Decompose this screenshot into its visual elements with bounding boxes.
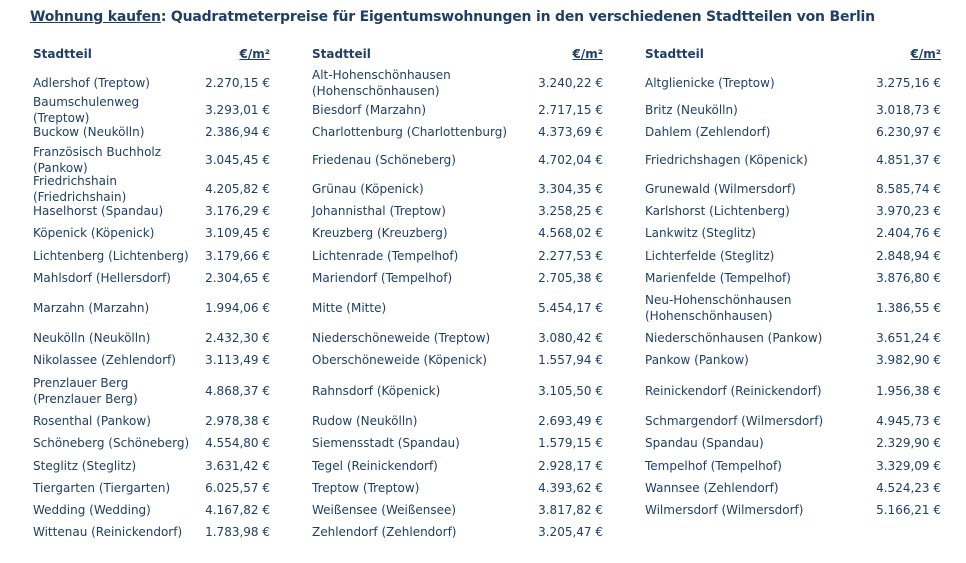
table-row (33, 349, 270, 371)
table-row (312, 121, 603, 143)
price-value: 3.179,66 € (205, 248, 270, 263)
price-value: 1.557,94 € (538, 353, 603, 367)
table-row (645, 68, 941, 98)
price-value: 3.304,35 € (538, 181, 603, 196)
district-name: Lichterfelde (Steglitz) (645, 248, 775, 263)
price-value: 2.717,15 € (538, 102, 603, 117)
district-name: Baumschulenweg (Treptow) (33, 94, 140, 125)
price-value: 3.205,47 € (538, 525, 603, 539)
table-row (312, 177, 603, 200)
district-name: Nikolassee (Zehlendorf) (33, 353, 176, 367)
district-name: Biesdorf (Marzahn) (312, 102, 426, 117)
district-name: Buckow (Neukölln) (33, 125, 145, 139)
header-district: Stadtteil (645, 47, 704, 61)
district-name: Reinickendorf (Reinickendorf) (645, 383, 822, 398)
price-value: 2.304,65 € (205, 271, 270, 285)
district-name: Adlershof (Treptow) (33, 76, 150, 90)
district-name: Marienfelde (Tempelhof) (645, 271, 791, 285)
district-name: Friedrichshagen (Köpenick) (645, 153, 808, 167)
table-row (312, 289, 603, 327)
table-row (33, 521, 270, 543)
district-name: Zehlendorf (Zehlendorf) (312, 525, 457, 539)
district-name: Französisch Buchholz (Pankow) (33, 145, 162, 175)
price-value: 3.631,42 € (205, 458, 270, 473)
district-name: Johannisthal (Treptow) (312, 204, 446, 218)
price-value: 4.945,73 € (876, 414, 941, 428)
district-name: Prenzlauer Berg (Prenzlauer Berg) (33, 375, 138, 406)
price-value: 3.293,01 € (205, 102, 270, 117)
price-value: 2.329,90 € (876, 436, 941, 450)
price-value: 2.386,94 € (205, 125, 270, 139)
price-value: 1.956,38 € (876, 383, 941, 398)
district-name: Wannsee (Zehlendorf) (645, 481, 779, 495)
table-row (312, 222, 603, 244)
district-name: Lichtenrade (Tempelhof) (312, 248, 459, 263)
table-row (33, 499, 270, 521)
price-value: 4.554,80 € (205, 436, 270, 450)
price-value: 2.432,30 € (205, 331, 270, 345)
table-row (645, 98, 941, 121)
district-name: Wedding (Wedding) (33, 503, 151, 517)
district-name: Grünau (Köpenick) (312, 181, 424, 196)
district-name: Neukölln (Neukölln) (33, 331, 151, 345)
table-row (645, 349, 941, 371)
price-value: 2.705,38 € (538, 271, 603, 285)
table-header (645, 40, 941, 68)
district-name: Spandau (Spandau) (645, 436, 764, 450)
price-table-column-2 (312, 40, 603, 543)
district-name: Alt-Hohenschönhausen (Hohenschönhausen) (312, 68, 451, 98)
table-row (645, 371, 941, 410)
table-row (312, 267, 603, 289)
price-value: 3.970,23 € (876, 204, 941, 218)
district-name: Treptow (Treptow) (312, 481, 420, 495)
district-name: Wilmersdorf (Wilmersdorf) (645, 503, 804, 517)
price-table-column-1 (33, 40, 270, 543)
district-name: Tempelhof (Tempelhof) (645, 458, 782, 473)
price-value: 4.851,37 € (876, 153, 941, 167)
table-header (312, 40, 603, 68)
price-value: 1.579,15 € (538, 436, 603, 450)
table-row (645, 267, 941, 289)
header-unit: €/m² (572, 47, 603, 61)
price-value: 5.454,17 € (538, 301, 603, 315)
district-name: Karlshorst (Lichtenberg) (645, 204, 790, 218)
table-row (645, 477, 941, 499)
district-name: Lichtenberg (Lichtenberg) (33, 248, 189, 263)
district-name: Tegel (Reinickendorf) (312, 458, 438, 473)
table-row (33, 173, 270, 204)
price-value: 2.277,53 € (538, 248, 603, 263)
price-value: 3.113,49 € (205, 353, 270, 367)
district-name: Mariendorf (Tempelhof) (312, 271, 453, 285)
district-name: Dahlem (Zehlendorf) (645, 125, 771, 139)
table-row (645, 454, 941, 477)
title-text: : Quadratmeterpreise für Eigentumswohnungen in den verschiedenen Stadtteilen von Berlin (160, 9, 875, 25)
price-value: 3.275,16 € (876, 76, 941, 90)
price-value: 4.524,23 € (876, 481, 941, 495)
table-row (33, 200, 270, 222)
table-row (33, 94, 270, 125)
page-title (30, 9, 875, 25)
district-name: Wittenau (Reinickendorf) (33, 525, 183, 539)
price-value: 8.585,74 € (876, 181, 941, 196)
table-header (33, 40, 270, 68)
district-name: Marzahn (Marzahn) (33, 301, 150, 315)
price-value: 6.025,57 € (205, 481, 270, 495)
table-row (312, 477, 603, 499)
table-row (645, 410, 941, 432)
district-name: Neu-Hohenschönhausen (Hohenschönhausen) (645, 293, 792, 323)
price-value: 1.783,98 € (205, 525, 270, 539)
district-name: Schöneberg (Schöneberg) (33, 436, 190, 450)
table-row (312, 499, 603, 521)
table-row (645, 244, 941, 267)
price-value: 3.176,29 € (205, 204, 270, 218)
district-name: Kreuzberg (Kreuzberg) (312, 226, 448, 240)
header-district: Stadtteil (33, 47, 92, 61)
table-row (312, 349, 603, 371)
district-name: Charlottenburg (Charlottenburg) (312, 125, 507, 139)
district-name: Schmargendorf (Wilmersdorf) (645, 414, 824, 428)
price-value: 3.105,50 € (538, 383, 603, 398)
price-value: 3.018,73 € (876, 102, 941, 117)
price-value: 4.868,37 € (205, 383, 270, 398)
table-row (645, 143, 941, 177)
table-row (33, 222, 270, 244)
price-value: 4.393,62 € (538, 481, 603, 495)
district-name: Friedenau (Schöneberg) (312, 153, 456, 167)
price-value: 3.329,09 € (876, 458, 941, 473)
table-row (645, 432, 941, 454)
price-value: 3.258,25 € (538, 204, 603, 218)
table-row (33, 410, 270, 432)
district-name: Altglienicke (Treptow) (645, 76, 775, 90)
price-value: 2.928,17 € (538, 458, 603, 473)
district-name: Steglitz (Steglitz) (33, 458, 137, 473)
price-value: 4.373,69 € (538, 125, 603, 139)
district-name: Rahnsdorf (Köpenick) (312, 383, 441, 398)
district-name: Tiergarten (Tiergarten) (33, 481, 171, 495)
price-value: 2.978,38 € (205, 414, 270, 428)
header-district: Stadtteil (312, 47, 371, 61)
district-name: Mitte (Mitte) (312, 301, 387, 315)
price-value: 2.848,94 € (876, 248, 941, 263)
price-value: 4.702,04 € (538, 153, 603, 167)
header-unit: €/m² (910, 47, 941, 61)
table-row (645, 121, 941, 143)
price-table-column-3 (645, 40, 941, 521)
table-row (645, 289, 941, 327)
price-value: 5.166,21 € (876, 503, 941, 517)
district-name: Rosenthal (Pankow) (33, 414, 151, 428)
district-name: Niederschönhausen (Pankow) (645, 331, 823, 345)
price-value: 4.167,82 € (205, 503, 270, 517)
district-name: Pankow (Pankow) (645, 353, 749, 367)
price-value: 2.404,76 € (876, 226, 941, 240)
price-value: 6.230,97 € (876, 125, 941, 139)
table-row (645, 327, 941, 349)
district-name: Köpenick (Köpenick) (33, 226, 155, 240)
price-value: 3.109,45 € (205, 226, 270, 240)
table-row (312, 432, 603, 454)
table-row (33, 327, 270, 349)
table-row (312, 410, 603, 432)
table-row (33, 371, 270, 410)
table-row (33, 267, 270, 289)
price-value: 3.651,24 € (876, 331, 941, 345)
title-link[interactable]: Wohnung kaufen (30, 9, 161, 25)
price-value: 1.994,06 € (205, 301, 270, 315)
district-name: Britz (Neukölln) (645, 102, 738, 117)
price-value: 3.876,80 € (876, 271, 941, 285)
table-row (312, 244, 603, 267)
table-row (312, 454, 603, 477)
price-value: 1.386,55 € (876, 301, 941, 315)
district-name: Haselhorst (Spandau) (33, 204, 164, 218)
price-value: 3.080,42 € (538, 331, 603, 345)
district-name: Siemensstadt (Spandau) (312, 436, 460, 450)
price-value: 3.240,22 € (538, 76, 603, 90)
table-row (312, 371, 603, 410)
header-unit: €/m² (239, 47, 270, 61)
table-row (33, 454, 270, 477)
table-row (645, 177, 941, 200)
table-row (312, 200, 603, 222)
district-name: Friedrichshain (Friedrichshain) (33, 173, 127, 204)
price-value: 2.270,15 € (205, 76, 270, 90)
table-row (312, 98, 603, 121)
table-row (645, 499, 941, 521)
table-row (33, 432, 270, 454)
table-row (33, 289, 270, 327)
table-row (312, 68, 603, 98)
district-name: Mahlsdorf (Hellersdorf) (33, 271, 171, 285)
price-value: 3.982,90 € (876, 353, 941, 367)
price-value: 3.045,45 € (205, 153, 270, 167)
district-name: Lankwitz (Steglitz) (645, 226, 756, 240)
price-value: 2.693,49 € (538, 414, 603, 428)
district-name: Niederschöneweide (Treptow) (312, 331, 491, 345)
district-name: Grunewald (Wilmersdorf) (645, 181, 796, 196)
table-row (312, 327, 603, 349)
table-row (33, 477, 270, 499)
price-value: 4.205,82 € (205, 181, 270, 196)
table-row (645, 200, 941, 222)
price-value: 4.568,02 € (538, 226, 603, 240)
table-row (645, 222, 941, 244)
district-name: Oberschöneweide (Köpenick) (312, 353, 487, 367)
price-value: 3.817,82 € (538, 503, 603, 517)
district-name: Weißensee (Weißensee) (312, 503, 457, 517)
table-row (312, 143, 603, 177)
table-row (312, 521, 603, 543)
district-name: Rudow (Neukölln) (312, 414, 418, 428)
table-row (33, 244, 270, 267)
